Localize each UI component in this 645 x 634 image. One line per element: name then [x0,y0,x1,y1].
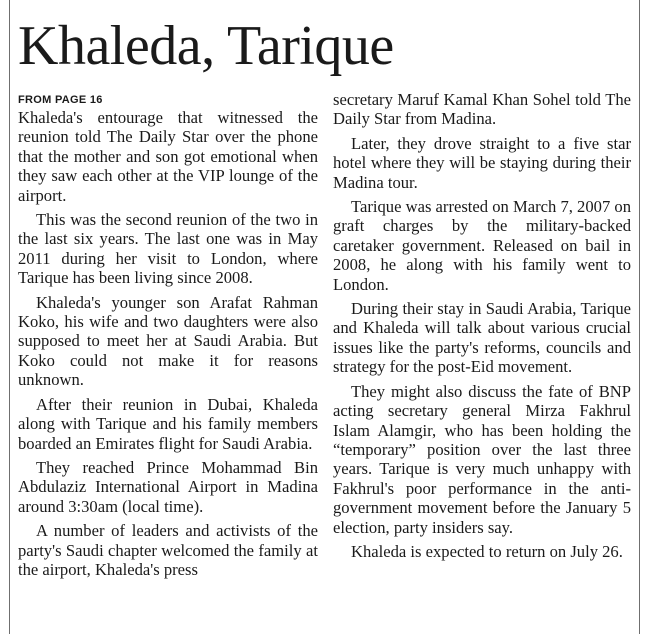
article-column-right [333,90,631,566]
headline: Khaleda, Tarique [18,15,394,77]
article-paragraph: They reached Prince Mohammad Bin Abdulaziz International Airport in Madina around 3:30am (local time). [18,457,318,516]
article-paragraph: A number of leaders and activists of the party's Saudi chapter welcomed the family at the airport, Khaleda's press [18,521,318,579]
dateline: FROM PAGE 16 [18,94,103,106]
column-rule-right [639,0,640,634]
article-paragraph: Khaleda's younger son Arafat Rahman Koko, his wife and two daughters were also supposed to meet her at Saudi Arabia. But Koko could not make it for reasons unknown. [18,292,318,390]
article-paragraph-continued: secretary Maruf Kamal Khan Sohel told The Daily Star from Madina. [333,90,631,129]
article-paragraph: Later, they drove straight to a five star hotel where they will be staying during their Madina tour. [333,133,631,192]
article-paragraph: Khaleda's entourage that witnessed the reunion told The Daily Star over the phone that the mother and son got emotional when they saw each other at the VIP lounge of the airport. [18,108,318,205]
article-paragraph: Khaleda is expected to return on July 26. [351,541,623,561]
article-paragraph: After their reunion in Dubai, Khaleda along with Tarique and his family members boarded an Emirates flight for Saudi Arabia. [18,394,318,453]
column-rule-left [9,0,10,634]
article-paragraph: This was the second reunion of the two in the last six years. The last one was in May 2011 during her visit to London, where Tarique has been living since 2008. [18,210,318,288]
article-paragraph: Tarique was arrested on March 7, 2007 on graft charges by the military-backed caretaker government. Released on bail in 2008, he along with his family went to London. [333,197,631,294]
article-paragraph: They might also discuss the fate of BNP acting secretary general Mirza Fakhrul Islam Alamgir, who has been holding the “temporary” position over the last three years. Tarique is very much unhappy with Fakhrul's poor performance in the anti-government movement before the January 5 election, party insiders say. [333,381,631,537]
article-column-left [18,90,318,584]
article-paragraph: During their stay in Saudi Arabia, Tarique and Khaleda will talk about various crucial issues like the party's reforms, councils and strategy for the post-Eid movement. [333,299,631,377]
